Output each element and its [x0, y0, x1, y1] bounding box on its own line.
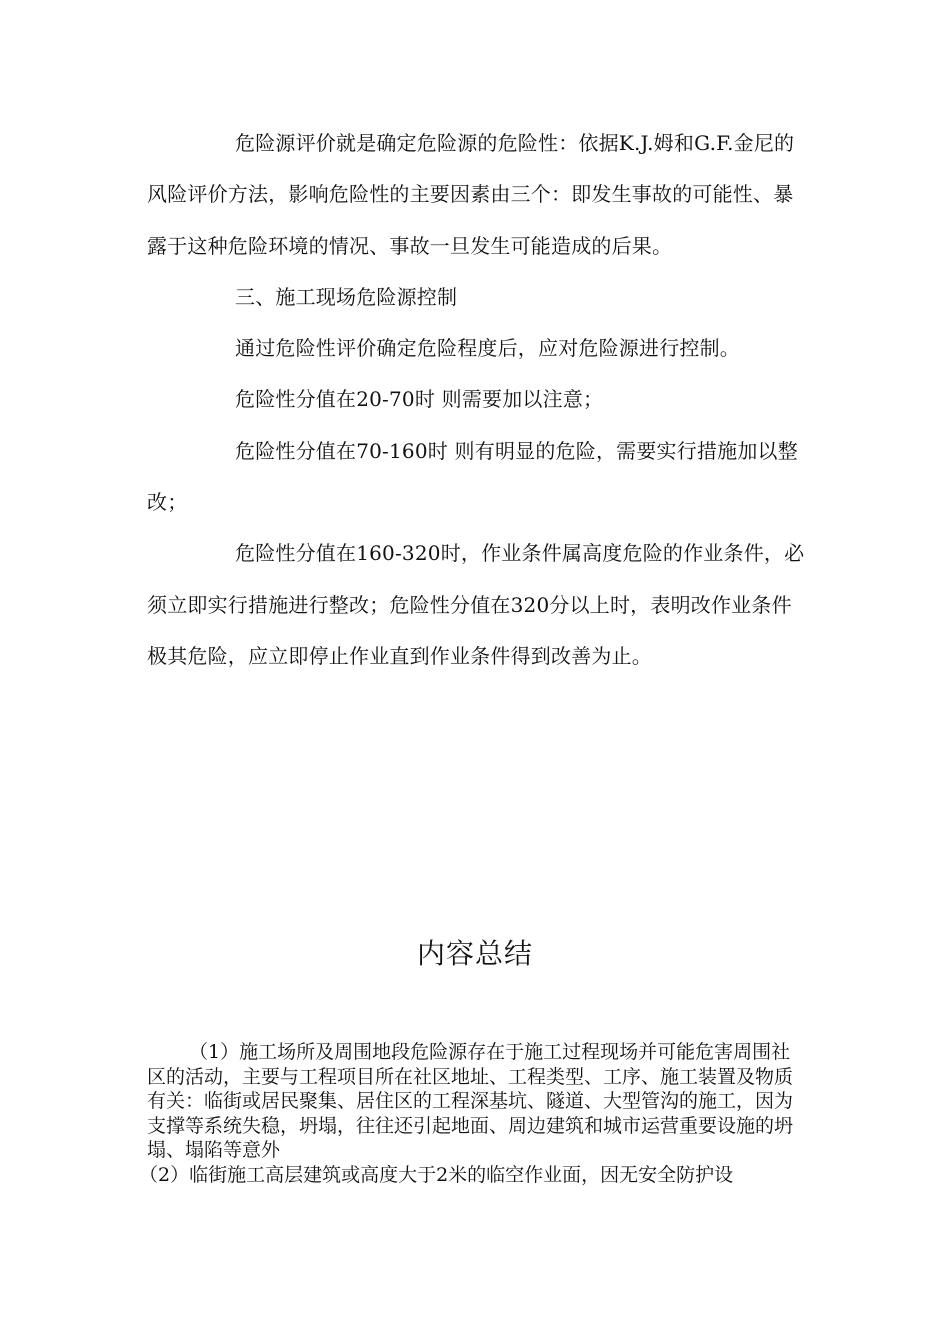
summary-item-1: （1）施工场所及周围地段危险源存在于施工过程现场并可能危害周围社区的活动，主要与工程项目所在社区地址、工程类型、工序、施工装置及物质有关：临街或居民聚集、居住区的工程深基坑、隧道、大型管沟的施工，因为支撑等系统失稳，坍塌，往往还引起地面、周边建筑和城市运营重要设施的坍塌、塌陷等意外	[147, 1041, 794, 1162]
section-heading-control: 三、施工现场危险源控制	[235, 284, 458, 309]
summary-title: 内容总结	[416, 937, 533, 970]
paragraph-score-160-320: 危险性分值在160-320时，作业条件属高度危险的作业条件，必须立即实行措施进行整改；危险性分值在320分以上时，表明改作业条件极其危险，应立即停止作业直到作业条件得到改善为止。	[147, 541, 805, 668]
paragraph-score-20-70: 危险性分值在20-70时 则需要加以注意；	[235, 387, 604, 412]
summary-section	[139, 1040, 807, 1188]
summary-item-2: （2）临街施工高层建筑或高度大于2米的临空作业面，因无安全防护设	[139, 1163, 734, 1186]
body-text-section	[147, 118, 807, 682]
paragraph-control-intro: 通过危险性评价确定危险程度后，应对危险源进行控制。	[235, 336, 740, 361]
paragraph-score-70-160: 危险性分值在70-160时 则有明显的危险，需要实行措施加以整改；	[147, 438, 798, 515]
paragraph-evaluation: 危险源评价就是确定危险源的危险性：依据K.J.姆和G.F.金尼的风险评价方法，影响危险性的主要因素由三个：即发生事故的可能性、暴露于这种危险环境的情况、事故一旦发生可能造成的后果。	[147, 131, 795, 258]
